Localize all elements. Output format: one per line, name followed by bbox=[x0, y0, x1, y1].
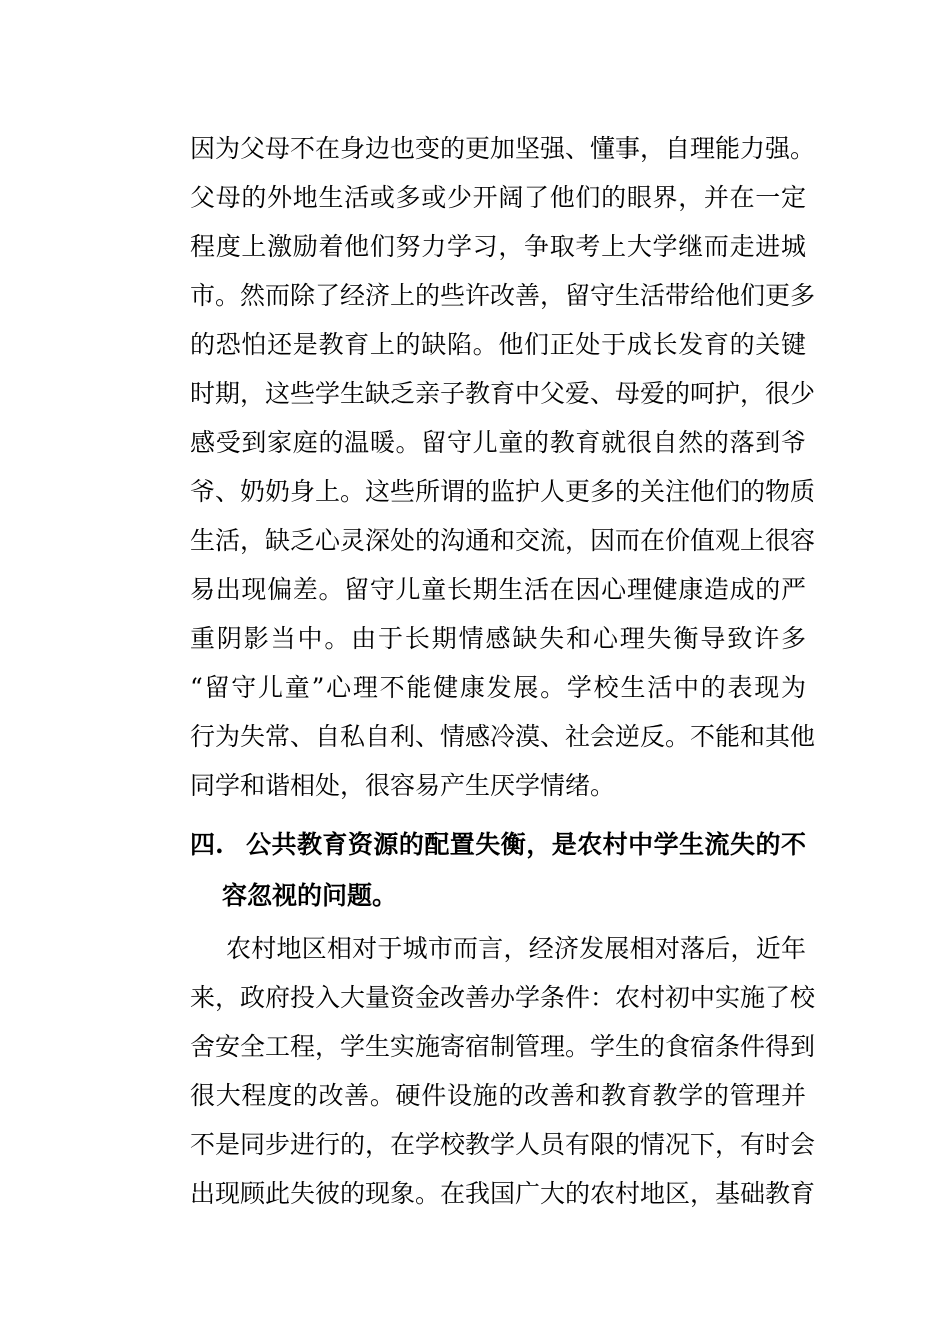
text-line: 程度上激励着他们努力学习，争取考上大学继而走进城 bbox=[190, 232, 806, 261]
text-line: 农村地区相对于城市而言，经济发展相对落后，近年 bbox=[226, 934, 806, 963]
text-line: 出现顾此失彼的现象。在我国广大的农村地区，基础教育 bbox=[190, 1179, 816, 1208]
text-line: 行为失常、自私自利、情感冷漠、社会逆反。不能和其他 bbox=[190, 722, 816, 751]
text-line: 生活，缺乏心灵深处的沟通和交流，因而在价值观上很容 bbox=[190, 526, 816, 555]
text-line: 不是同步进行的，在学校教学人员有限的情况下，有时会 bbox=[190, 1130, 816, 1159]
section-heading-line-2: 容忽视的问题。 bbox=[222, 881, 398, 910]
text-line: 时期，这些学生缺乏亲子教育中父爱、母爱的呵护，很少 bbox=[190, 379, 816, 408]
section-number: 四. bbox=[190, 830, 224, 859]
text-line: 因为父母不在身边也变的更加坚强、懂事，自理能力强。 bbox=[190, 134, 816, 163]
text-line: 舍安全工程，学生实施寄宿制管理。学生的食宿条件得到 bbox=[190, 1032, 816, 1061]
text-line: 父母的外地生活或多或少开阔了他们的眼界，并在一定 bbox=[190, 183, 806, 212]
text-line: 易出现偏差。留守儿童长期生活在因心理健康造成的严 bbox=[190, 575, 806, 604]
text-line: 感受到家庭的温暖。留守儿童的教育就很自然的落到爷 bbox=[190, 428, 806, 457]
text-line: 重阴影当中。由于长期情感缺失和心理失衡导致许多 bbox=[190, 624, 806, 653]
text-line: 的恐怕还是教育上的缺陷。他们正处于成长发育的关键 bbox=[190, 330, 806, 359]
text-line: 市。然而除了经济上的些许改善，留守生活带给他们更多 bbox=[190, 281, 816, 310]
section-heading-line-1: 公共教育资源的配置失衡，是农村中学生流失的不 bbox=[246, 830, 806, 859]
text-line: 同学和谐相处，很容易产生厌学情绪。 bbox=[190, 771, 616, 800]
text-line: 来，政府投入大量资金改善办学条件：农村初中实施了校 bbox=[190, 983, 816, 1012]
text-line: 很大程度的改善。硬件设施的改善和教育教学的管理并 bbox=[190, 1081, 806, 1110]
text-line: “留守儿童”心理不能健康发展。学校生活中的表现为 bbox=[190, 673, 806, 702]
text-line: 爷、奶奶身上。这些所谓的监护人更多的关注他们的物质 bbox=[190, 477, 816, 506]
